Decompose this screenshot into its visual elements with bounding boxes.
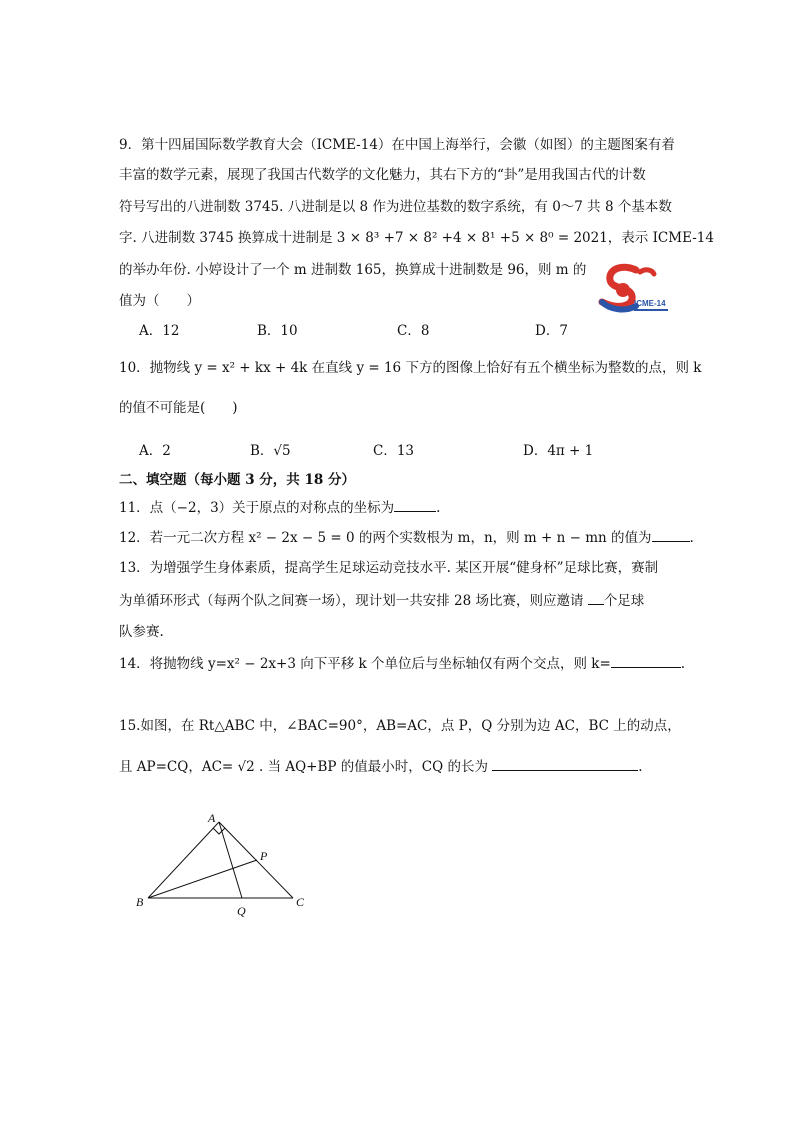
label-c: C xyxy=(296,895,305,909)
q15-line-1: 15.如图，在 Rt△ABC 中，∠BAC=90°，AB=AC，点 P，Q 分别为边 AC，BC 上的动点， xyxy=(119,718,681,734)
q15-answer-blank[interactable] xyxy=(492,756,638,771)
q9-line-4: 字. 八进制数 3745 换算成十进制是 3 × 8³ +7 × 8² +4 × 8¹ +5 × 8⁰ = 2021，表示 ICME-14 xyxy=(119,230,714,246)
q10-option-b: B．√5 xyxy=(250,443,291,459)
q9-line-5: 的举办年份. 小婷设计了一个 m 进制数 165，换算成十进制数是 96，则 m 的 xyxy=(119,262,587,278)
label-b: B xyxy=(136,895,144,909)
q13-line-3: 队参赛. xyxy=(119,624,164,640)
label-p: P xyxy=(260,849,268,863)
q11-end: . xyxy=(436,500,441,516)
q12-text: 12．若一元二次方程 x² − 2x − 5 = 0 的两个实数根为 m，n，则 m + n − mn 的值为 xyxy=(119,530,652,546)
q13-end: 个足球 xyxy=(603,593,645,609)
q9-option-c: C．8 xyxy=(397,323,430,339)
q13-line-2 xyxy=(119,590,644,611)
side-ab xyxy=(148,822,219,898)
q9-option-a: A．12 xyxy=(139,323,180,339)
q13-answer-blank[interactable] xyxy=(588,590,604,605)
q14-line xyxy=(119,653,685,674)
q15-line-2 xyxy=(119,756,643,777)
q12-end: . xyxy=(689,530,694,546)
q15-text: 且 AP=CQ，AC= √2 . 当 AQ+BP 的值最小时，CQ 的长为 xyxy=(119,759,488,775)
q11-text: 11．点（−2，3）关于原点的对称点的坐标为 xyxy=(119,500,395,516)
right-angle-mark xyxy=(213,828,225,834)
section-heading: 二、填空题（每小题 3 分，共 18 分） xyxy=(119,472,355,488)
icme-logo xyxy=(596,262,676,316)
label-a: A xyxy=(208,811,216,825)
q12-answer-blank[interactable] xyxy=(652,527,690,542)
q9-option-b: B．10 xyxy=(257,323,298,339)
q14-answer-blank[interactable] xyxy=(611,653,681,668)
q9-line-3: 符号写出的八进制数 3745. 八进制是以 8 作为进位基数的数字系统，有 0～7 共 8 个基本数 xyxy=(119,199,672,215)
svg-text:ICME-14: ICME-14 xyxy=(634,299,666,308)
q14-text: 14．将抛物线 y=x² − 2x+3 向下平移 k 个单位后与坐标轴仅有两个交点，则 k= xyxy=(119,656,611,672)
q12-line xyxy=(119,527,694,548)
q11-answer-blank[interactable] xyxy=(394,497,436,512)
q15-end: . xyxy=(638,759,643,775)
label-q: Q xyxy=(237,904,246,918)
q9-line-6: 值为（ ） xyxy=(119,293,200,309)
q10-option-d: D．4π + 1 xyxy=(523,443,594,459)
q10-line-2: 的值不可能是( ) xyxy=(119,400,238,416)
q13-text: 为单循环形式（每两个队之间赛一场），现计划一共安排 28 场比赛，则应邀请 xyxy=(119,593,584,609)
q9-line-2: 丰富的数学元素，展现了我国古代数学的文化魅力，其右下方的“卦”是用我国古代的计数 xyxy=(119,167,646,183)
q9-option-d: D．7 xyxy=(535,323,568,339)
q10-line-1: 10．抛物线 y = x² + kx + 4k 在直线 y = 16 下方的图像上恰好有五个横坐标为整数的点，则 k xyxy=(119,360,702,376)
triangle-figure xyxy=(130,808,320,923)
q9-line-1: 9．第十四届国际数学教育大会（ICME-14）在中国上海举行，会徽（如图）的主题图案有着 xyxy=(119,137,675,153)
q10-option-a: A．2 xyxy=(139,443,171,459)
q14-end: . xyxy=(680,656,686,672)
q10-option-c: C．13 xyxy=(373,443,415,459)
q13-line-1: 13．为增强学生身体素质，提高学生足球运动竞技水平. 某区开展“健身杯”足球比赛，赛制 xyxy=(119,560,659,576)
q11-line xyxy=(119,497,440,518)
